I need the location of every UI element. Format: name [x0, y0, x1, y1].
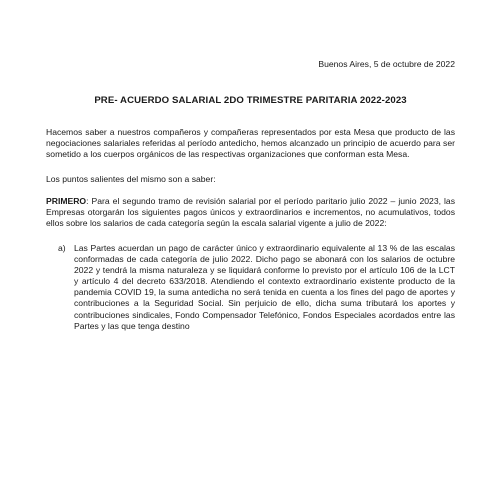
date-line: Buenos Aires, 5 de octubre de 2022	[318, 59, 455, 69]
document-title: PRE- ACUERDO SALARIAL 2DO TRIMESTRE PARITARIA 2022-2023	[94, 95, 407, 106]
list-item-marker: a)	[58, 243, 66, 253]
highlights-lead: Los puntos salientes del mismo son a saber:	[46, 174, 216, 184]
list-item-text: Las Partes acuerdan un pago de carácter único y extraordinario equivalente al 13 % de las escalas conformadas de cada categoría de julio 2022. Dicho pago se abonará con los salarios de octubre 2022 y tendrá la misma naturaleza y se liquidará conforme lo previsto por el artículo 106 de la LCT y artículo 4 del decreto 633/2018. Atendiendo el contexto extraordinario existente producto de la pandemia COVID 19, la suma antedicha no será tenida en cuenta a los fines del pago de aportes y contribuciones a la Seguridad Social. Sin perjuicio de ello, dicha suma tributará los aportes y contribuciones sindicales, Fondo Compensador Telefónico, Fondos Especiales acordados entre las Partes y las que tenga destino	[74, 243, 455, 331]
list-item	[58, 243, 455, 332]
intro-paragraph: Hacemos saber a nuestros compañeros y compañeras representados por esta Mesa que producto de las negociaciones salariales referidas al período antedicho, hemos alcanzado un principio de acuerdo para ser sometido a los cuerpos orgánicos de las respectivas organizaciones que conforman esta Mesa.	[46, 127, 455, 160]
primero-label: PRIMERO	[46, 196, 87, 206]
primero-paragraph	[46, 196, 455, 229]
primero-text: : Para el segundo tramo de revisión salarial por el período paritario julio 2022 – junio 2023, las Empresas otorgarán los siguientes pagos únicos y extraordinarios e incrementos, no acumulativos, todos ellos sobre los salarios de cada categoría según la escala salarial vigente a julio de 2022:	[46, 196, 455, 229]
